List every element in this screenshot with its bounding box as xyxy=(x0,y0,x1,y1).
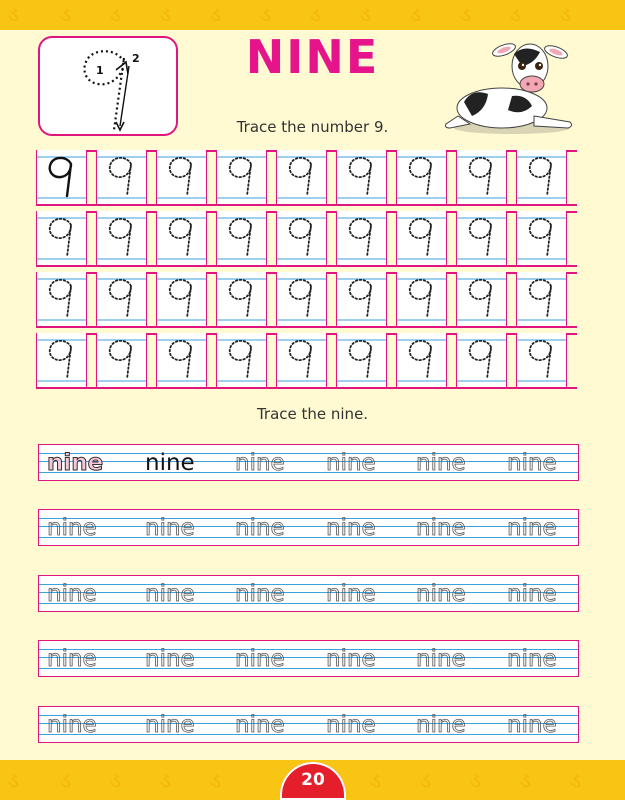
digit-nine-dotted xyxy=(170,341,191,379)
digit-nine-dotted xyxy=(110,341,131,379)
word-nine-dotted: nine xyxy=(326,515,376,541)
trace-cell[interactable] xyxy=(156,211,207,265)
word-nine-dotted: nine xyxy=(507,450,557,476)
guide-line xyxy=(39,603,578,604)
guide-line xyxy=(39,668,578,669)
digit-nine-dotted xyxy=(350,280,371,318)
word-nine-dotted: nine xyxy=(145,581,195,607)
digit-nine-dotted xyxy=(410,280,431,318)
trace-cell[interactable] xyxy=(456,150,507,204)
word-tracing-strip[interactable] xyxy=(38,640,579,677)
guide-line xyxy=(39,657,578,658)
trace-cell[interactable] xyxy=(96,211,147,265)
digit-nine-dotted xyxy=(350,341,371,379)
digit-nine-dotted xyxy=(470,280,491,318)
stroke-step-1: 1 xyxy=(96,64,104,77)
digit-nine-dotted xyxy=(530,280,551,318)
trace-cell[interactable] xyxy=(516,272,567,326)
word-nine-dotted: nine xyxy=(145,712,195,738)
trace-cell[interactable] xyxy=(216,211,267,265)
trace-cell[interactable] xyxy=(276,211,327,265)
trace-cell[interactable] xyxy=(156,150,207,204)
digit-nine-solid xyxy=(50,158,71,196)
trace-cell[interactable] xyxy=(396,333,447,387)
guide-line xyxy=(39,715,578,716)
word-nine-dotted: nine xyxy=(145,515,195,541)
word-nine-dotted: nine xyxy=(416,646,466,672)
trace-cell[interactable] xyxy=(336,333,387,387)
digit-nine-dotted xyxy=(230,158,251,196)
trace-cell[interactable] xyxy=(36,333,87,387)
guide-line xyxy=(39,526,578,527)
word-nine-dotted: nine xyxy=(145,646,195,672)
page-number: 20 xyxy=(301,770,325,790)
instruction-number: Trace the number 9. xyxy=(236,118,389,136)
word-nine-dotted: nine xyxy=(416,450,466,476)
top-decorative-band: ડ ડ ડ ડ ડ ડ ડ ડ ડ ડ ડ ડ xyxy=(0,0,625,30)
grid-row-bottom-line xyxy=(36,387,577,389)
digit-nine-dotted xyxy=(530,341,551,379)
digit-nine-dotted xyxy=(230,219,251,257)
guide-line xyxy=(39,734,578,735)
trace-cell[interactable] xyxy=(336,211,387,265)
word-tracing-strip[interactable] xyxy=(38,575,579,612)
digit-nine-dotted xyxy=(110,158,131,196)
word-nine-dotted: nine xyxy=(507,581,557,607)
trace-cell[interactable] xyxy=(96,333,147,387)
word-nine-dotted: nine xyxy=(326,646,376,672)
digit-nine-dotted xyxy=(170,219,191,257)
digit-nine-dotted xyxy=(50,280,71,318)
word-nine-dotted: nine xyxy=(416,712,466,738)
word-nine-dotted: nine xyxy=(416,515,466,541)
word-nine-dotted: nine xyxy=(507,712,557,738)
guide-line xyxy=(39,592,578,593)
word-nine-dotted: nine xyxy=(47,646,97,672)
guide-line xyxy=(39,537,578,538)
grid-row-bottom-line xyxy=(36,204,577,206)
trace-cell[interactable] xyxy=(456,211,507,265)
digit-nine-dotted xyxy=(290,341,311,379)
trace-cell[interactable] xyxy=(276,272,327,326)
digit-nine-dotted xyxy=(410,158,431,196)
digit-nine-dotted xyxy=(110,280,131,318)
digit-nine-dotted xyxy=(290,158,311,196)
word-nine-dotted: nine xyxy=(507,515,557,541)
digit-nine-dotted xyxy=(50,341,71,379)
bottom-decorative-band: ડ ડ ડ ડ ડ ડ ડ ડ ડ ડ xyxy=(0,760,625,800)
guide-line xyxy=(39,461,578,462)
digit-nine-dotted xyxy=(470,341,491,379)
guide-line xyxy=(39,649,578,650)
guide-line xyxy=(39,723,578,724)
trace-cell[interactable] xyxy=(456,272,507,326)
trace-cell[interactable] xyxy=(276,333,327,387)
trace-cell[interactable] xyxy=(36,150,87,204)
trace-cell[interactable] xyxy=(276,150,327,204)
trace-cell[interactable] xyxy=(156,333,207,387)
trace-cell[interactable] xyxy=(516,211,567,265)
guide-line xyxy=(39,518,578,519)
word-tracing-strip[interactable] xyxy=(38,509,579,546)
digit-nine-dotted xyxy=(530,158,551,196)
word-nine-dotted: nine xyxy=(326,712,376,738)
trace-cell[interactable] xyxy=(216,333,267,387)
grid-row-bottom-line xyxy=(36,265,577,267)
digit-nine-dotted xyxy=(50,219,71,257)
trace-cell[interactable] xyxy=(396,211,447,265)
digit-nine-dotted xyxy=(410,219,431,257)
digit-nine-dotted xyxy=(470,219,491,257)
digit-nine-dotted xyxy=(350,219,371,257)
trace-cell[interactable] xyxy=(516,333,567,387)
guide-line xyxy=(39,472,578,473)
word-nine-dotted: nine xyxy=(235,450,285,476)
word-nine-dotted: nine xyxy=(235,515,285,541)
word-nine-dotted: nine xyxy=(326,581,376,607)
trace-cell[interactable] xyxy=(36,211,87,265)
trace-cell[interactable] xyxy=(156,272,207,326)
trace-cell[interactable] xyxy=(216,272,267,326)
word-nine-outline: nine xyxy=(47,450,104,476)
word-nine-dotted: nine xyxy=(235,581,285,607)
digit-nine-dotted xyxy=(530,219,551,257)
digit-nine-dotted xyxy=(290,219,311,257)
trace-cell[interactable] xyxy=(216,150,267,204)
digit-nine-dotted xyxy=(350,158,371,196)
digit-nine-dotted xyxy=(410,341,431,379)
trace-cell[interactable] xyxy=(396,150,447,204)
word-nine-dotted: nine xyxy=(235,712,285,738)
digit-nine-dotted xyxy=(470,158,491,196)
digit-nine-dotted xyxy=(230,341,251,379)
trace-cell[interactable] xyxy=(36,272,87,326)
page-title: NINE xyxy=(245,30,380,84)
trace-cell[interactable] xyxy=(396,272,447,326)
digit-nine-dotted xyxy=(170,158,191,196)
digit-nine-dotted xyxy=(290,280,311,318)
grid-row-bottom-line xyxy=(36,326,577,328)
word-nine-dotted: nine xyxy=(47,712,97,738)
word-nine-dotted: nine xyxy=(47,515,97,541)
trace-cell[interactable] xyxy=(96,272,147,326)
trace-cell[interactable] xyxy=(336,150,387,204)
word-nine-dotted: nine xyxy=(507,646,557,672)
trace-cell[interactable] xyxy=(336,272,387,326)
digit-nine-dotted xyxy=(230,280,251,318)
stroke-step-2: 2 xyxy=(132,52,140,65)
trace-cell[interactable] xyxy=(96,150,147,204)
digit-nine-dotted xyxy=(170,280,191,318)
word-nine-dotted: nine xyxy=(235,646,285,672)
word-nine-dotted: nine xyxy=(326,450,376,476)
word-nine-dotted: nine xyxy=(416,581,466,607)
word-nine-dotted: nine xyxy=(47,581,97,607)
word-tracing-strip[interactable] xyxy=(38,706,579,743)
word-nine-solid: nine xyxy=(145,450,195,476)
trace-cell[interactable] xyxy=(456,333,507,387)
guide-line xyxy=(39,584,578,585)
trace-cell[interactable] xyxy=(516,150,567,204)
word-tracing-strip[interactable] xyxy=(38,444,579,481)
instruction-word: Trace the nine. xyxy=(256,405,369,423)
digit-nine-dotted xyxy=(110,219,131,257)
guide-line xyxy=(39,453,578,454)
